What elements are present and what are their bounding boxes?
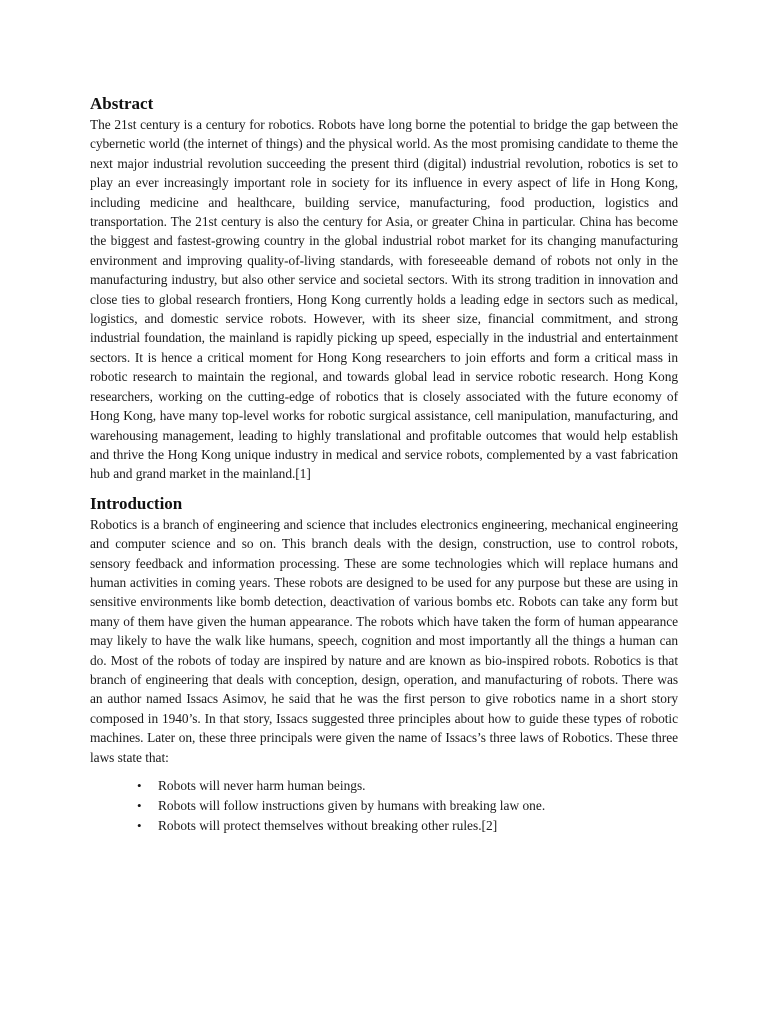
- introduction-heading: Introduction: [90, 493, 183, 513]
- introduction-paragraph: Robotics is a branch of engineering and science that includes electronics engineering, mechanical engineering and computer science and so on. This branch deals with the design, construction, use to control robots, sensory feedback and information processing. These are some technologies which will replace humans and human activities in coming years. These robots are designed to be used for any purpose but these are using in sensitive environments like bomb detection, deactivation of various bombs etc. Robots can take any form but many of them have given the human appearance. The robots which have taken the form of human appearance may likely to have the walk like humans, speech, cognition and most importantly all the things a human can do. Most of the robots of today are inspired by nature and are known as bio-inspired robots. Robotics is that branch of engineering that deals with conception, design, operation, and manufacturing of robots. There was an author named Issacs Asimov, he said that he was the first person to give robotics name in a short story composed in 1940’s. In that story, Issacs suggested three principles about how to guide these types of robotic machines. Later on, these three principals were given the name of Issacs’s three laws of Robotics. These three laws state that:: [90, 516, 678, 765]
- document-page: [90, 93, 678, 835]
- law-text: Robots will follow instructions given by humans with breaking law one.: [158, 797, 546, 813]
- bullet-icon: •: [137, 778, 142, 793]
- abstract-heading: Abstract: [90, 94, 154, 113]
- law-text: Robots will never harm human beings.: [158, 778, 366, 793]
- robotics-laws-list: [90, 776, 678, 835]
- list-item: [137, 796, 678, 816]
- bullet-icon: •: [137, 817, 142, 833]
- list-item: [137, 816, 678, 836]
- bullet-icon: •: [137, 797, 142, 813]
- list-item: [137, 776, 678, 796]
- law-text: Robots will protect themselves without breaking other rules.[2]: [158, 817, 498, 833]
- abstract-paragraph: The 21st century is a century for robotics. Robots have long borne the potential to bridge the gap between the cybernetic world (the internet of things) and the physical world. As the most promising candidate to theme the next major industrial revolution succeeding the present third (digital) industrial revolution, robotics is set to play an ever increasingly important role in society for its influence in every aspect of life in Hong Kong, including medicine and healthcare, building service, manufacturing, food production, logistics and transportation. The 21st century is also the century for Asia, or greater China in particular. China has become the biggest and fastest-growing country in the global industrial robot market for its changing manufacturing environment and improving quality-of-living standards, with foreseeable demand of robots not only in the manufacturing industry, but also other service and societal sectors. With its strong tradition in innovation and close ties to global research frontiers, Hong Kong currently holds a leading edge in sectors such as medical, logistics, and domestic service robots. However, with its sheer size, financial commitment, and strong industrial foundation, the mainland is rapidly picking up speed, especially in the industrial and entertainment sectors. It is hence a critical moment for Hong Kong researchers to join efforts and form a critical mass in robotic research to maintain the regional, and towards global lead in service robotic research. Hong Kong researchers, working on the cutting-edge of robotics that is closely associated with the future economy of Hong Kong, have many top-level works for robotic surgical assistance, cell manipulation, manufacturing, and warehousing management, leading to highly translational and profitable outcomes that would help establish and thrive the Hong Kong unique industry in medical and service robots, complemented by a vast fabrication hub and grand market in the mainland.[1]: [90, 117, 678, 482]
